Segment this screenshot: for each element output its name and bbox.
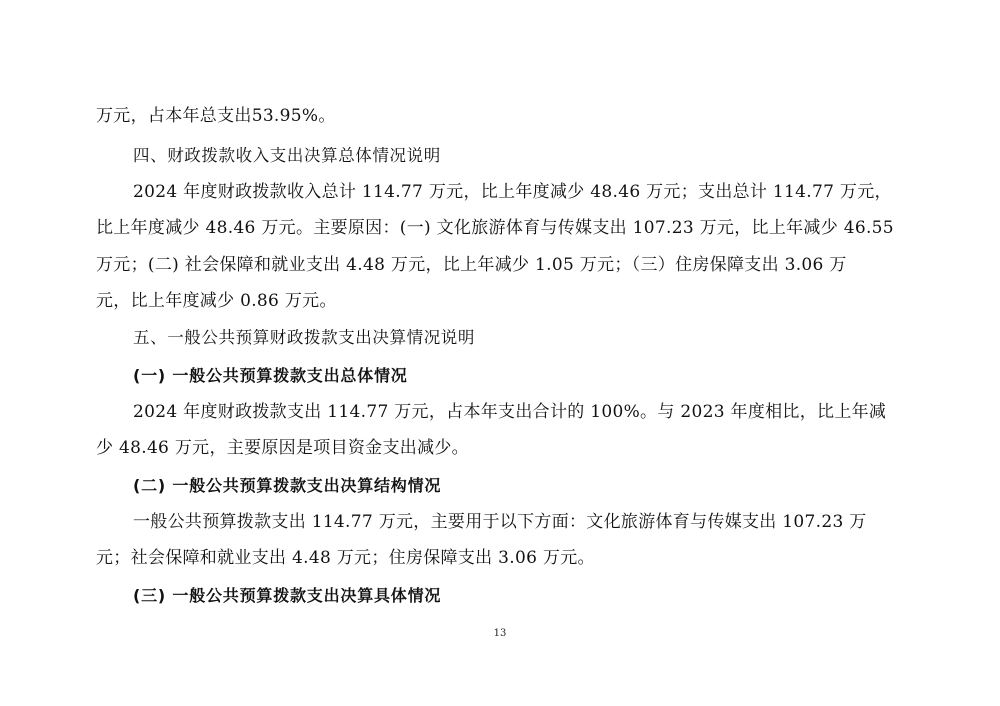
subsection-heading-2: (二) 一般公共预算拨款支出决算结构情况 bbox=[133, 476, 442, 495]
paragraph-line: 比上年度减少 48.46 万元。主要原因：(一) 文化旅游体育与传媒支出 107.23 万元，比上年减少 46.55 bbox=[96, 218, 894, 238]
section-heading-5: 五、一般公共预算财政拨款支出决算情况说明 bbox=[133, 328, 475, 347]
paragraph-line: 少 48.46 万元，主要原因是项目资金支出减少。 bbox=[96, 438, 469, 458]
paragraph-line: 万元，占本年总支出53.95%。 bbox=[96, 106, 336, 126]
paragraph-line: 元，比上年度减少 0.86 万元。 bbox=[96, 291, 337, 311]
page-number: 13 bbox=[493, 628, 507, 639]
subsection-heading-1: (一) 一般公共预算拨款支出总体情况 bbox=[133, 366, 408, 385]
paragraph-line: 2024 年度财政拨款支出 114.77 万元，占本年支出合计的 100%。与 2023 年度相比，比上年减 bbox=[133, 402, 887, 422]
paragraph-line: 2024 年度财政拨款收入总计 114.77 万元，比上年度减少 48.46 万元；支出总计 114.77 万元， bbox=[133, 182, 892, 202]
paragraph-line: 元；社会保障和就业支出 4.48 万元；住房保障支出 3.06 万元。 bbox=[96, 548, 595, 568]
section-heading-4: 四、财政拨款收入支出决算总体情况说明 bbox=[133, 146, 441, 165]
paragraph-line: 万元；(二) 社会保障和就业支出 4.48 万元，比上年减少 1.05 万元；（三）住房保障支出 3.06 万 bbox=[96, 255, 847, 275]
subsection-heading-3: (三) 一般公共预算拨款支出决算具体情况 bbox=[133, 586, 442, 605]
paragraph-line: 一般公共预算拨款支出 114.77 万元，主要用于以下方面：文化旅游体育与传媒支出 107.23 万 bbox=[133, 512, 867, 532]
